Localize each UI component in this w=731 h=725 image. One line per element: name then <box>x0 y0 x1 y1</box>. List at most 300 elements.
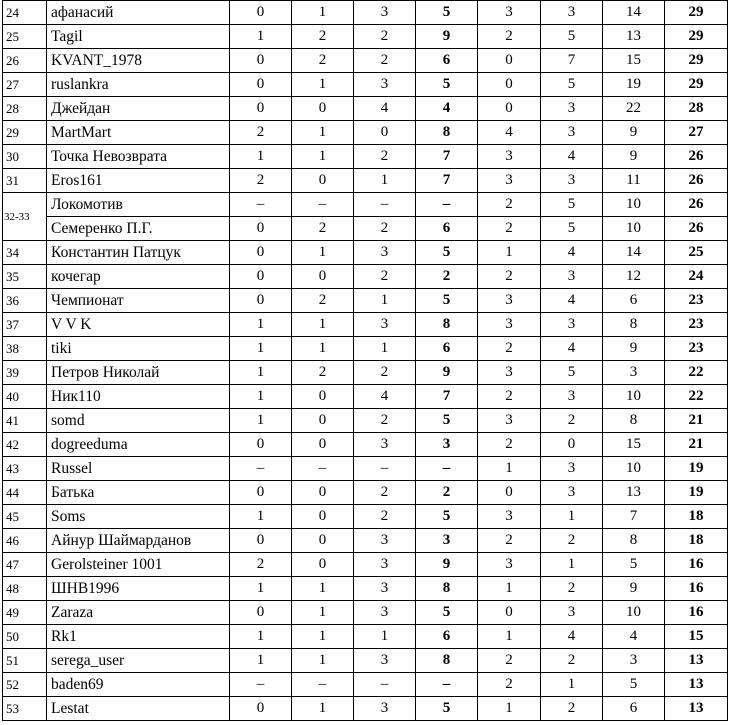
place-cell: 43 <box>3 457 47 481</box>
score-cell-7: 19 <box>603 73 665 97</box>
subtotal-cell: 6 <box>416 217 478 241</box>
score-cell-1: 2 <box>230 121 292 145</box>
table-row <box>3 529 728 553</box>
score-cell-1: 0 <box>230 433 292 457</box>
table-body <box>3 1 728 721</box>
score-cell-1: 1 <box>230 385 292 409</box>
participant-name-cell: Gerolsteiner 1001 <box>47 553 230 577</box>
score-cell-1: 1 <box>230 25 292 49</box>
score-cell-2: 1 <box>292 697 354 721</box>
score-cell-2: 0 <box>292 481 354 505</box>
total-cell: 29 <box>665 1 728 25</box>
place-cell: 50 <box>3 625 47 649</box>
subtotal-cell: 3 <box>416 529 478 553</box>
subtotal-cell: 6 <box>416 625 478 649</box>
subtotal-cell: 3 <box>416 433 478 457</box>
score-cell-7: 9 <box>603 121 665 145</box>
score-cell-2: 0 <box>292 97 354 121</box>
score-cell-5: 4 <box>478 121 541 145</box>
score-cell-6: 3 <box>541 481 603 505</box>
score-cell-2: 1 <box>292 313 354 337</box>
score-cell-7: 11 <box>603 169 665 193</box>
score-cell-3: – <box>354 673 416 697</box>
total-cell: 29 <box>665 25 728 49</box>
score-cell-6: 1 <box>541 553 603 577</box>
score-cell-1: 0 <box>230 49 292 73</box>
score-cell-1: 0 <box>230 217 292 241</box>
score-cell-5: 2 <box>478 337 541 361</box>
table-row <box>3 337 728 361</box>
score-cell-2: 1 <box>292 121 354 145</box>
score-cell-6: 3 <box>541 601 603 625</box>
score-cell-5: 2 <box>478 385 541 409</box>
score-cell-5: 3 <box>478 289 541 313</box>
participant-name-cell: Константин Патцук <box>47 241 230 265</box>
score-cell-7: 5 <box>603 673 665 697</box>
total-cell: 16 <box>665 553 728 577</box>
score-cell-5: 1 <box>478 625 541 649</box>
score-cell-7: 3 <box>603 361 665 385</box>
participant-name-cell: Lestat <box>47 697 230 721</box>
table-row <box>3 481 728 505</box>
table-row <box>3 169 728 193</box>
place-cell: 34 <box>3 241 47 265</box>
score-cell-7: 9 <box>603 577 665 601</box>
table-row <box>3 217 728 241</box>
score-cell-6: 7 <box>541 49 603 73</box>
score-cell-6: 2 <box>541 697 603 721</box>
score-cell-2: – <box>292 673 354 697</box>
participant-name-cell: serega_user <box>47 649 230 673</box>
score-cell-7: 14 <box>603 241 665 265</box>
table-row <box>3 553 728 577</box>
score-cell-6: 1 <box>541 505 603 529</box>
score-cell-6: 4 <box>541 145 603 169</box>
participant-name-cell: афанасий <box>47 1 230 25</box>
score-cell-5: 3 <box>478 313 541 337</box>
score-cell-7: 5 <box>603 553 665 577</box>
score-cell-6: 2 <box>541 649 603 673</box>
score-cell-3: 2 <box>354 481 416 505</box>
subtotal-cell: 8 <box>416 313 478 337</box>
score-cell-6: 3 <box>541 169 603 193</box>
total-cell: 19 <box>665 481 728 505</box>
score-cell-3: 3 <box>354 697 416 721</box>
participant-name-cell: Айнур Шаймарданов <box>47 529 230 553</box>
table-row <box>3 97 728 121</box>
score-cell-1: 2 <box>230 553 292 577</box>
subtotal-cell: 5 <box>416 505 478 529</box>
score-cell-3: 3 <box>354 313 416 337</box>
subtotal-cell: 5 <box>416 601 478 625</box>
participant-name-cell: Russel <box>47 457 230 481</box>
participant-name-cell: somd <box>47 409 230 433</box>
subtotal-cell: – <box>416 193 478 217</box>
total-cell: 13 <box>665 649 728 673</box>
place-cell: 29 <box>3 121 47 145</box>
place-cell: 41 <box>3 409 47 433</box>
subtotal-cell: 8 <box>416 121 478 145</box>
score-cell-5: 2 <box>478 673 541 697</box>
score-cell-3: 3 <box>354 649 416 673</box>
score-cell-1: 0 <box>230 289 292 313</box>
score-cell-3: 1 <box>354 169 416 193</box>
score-cell-6: 5 <box>541 193 603 217</box>
score-cell-6: 4 <box>541 241 603 265</box>
subtotal-cell: 8 <box>416 577 478 601</box>
place-cell: 52 <box>3 673 47 697</box>
participant-name-cell: Джейдан <box>47 97 230 121</box>
total-cell: 16 <box>665 577 728 601</box>
subtotal-cell: 5 <box>416 409 478 433</box>
score-cell-6: 1 <box>541 673 603 697</box>
participant-name-cell: Точка Невозврата <box>47 145 230 169</box>
score-cell-3: 2 <box>354 145 416 169</box>
score-cell-6: 5 <box>541 361 603 385</box>
subtotal-cell: 4 <box>416 97 478 121</box>
score-cell-6: 0 <box>541 433 603 457</box>
score-cell-2: 1 <box>292 649 354 673</box>
score-cell-3: 3 <box>354 529 416 553</box>
score-cell-1: – <box>230 673 292 697</box>
total-cell: 29 <box>665 49 728 73</box>
score-cell-5: 2 <box>478 433 541 457</box>
participant-name-cell: Локомотив <box>47 193 230 217</box>
place-cell: 42 <box>3 433 47 457</box>
place-cell: 24 <box>3 1 47 25</box>
score-cell-7: 13 <box>603 481 665 505</box>
score-cell-7: 14 <box>603 1 665 25</box>
total-cell: 22 <box>665 385 728 409</box>
table-row <box>3 265 728 289</box>
score-cell-2: 1 <box>292 241 354 265</box>
place-cell: 30 <box>3 145 47 169</box>
subtotal-cell: 2 <box>416 265 478 289</box>
score-cell-5: 2 <box>478 217 541 241</box>
place-cell: 53 <box>3 697 47 721</box>
score-cell-5: 1 <box>478 457 541 481</box>
place-cell: 37 <box>3 313 47 337</box>
score-cell-2: 2 <box>292 217 354 241</box>
participant-name-cell: Tagil <box>47 25 230 49</box>
score-cell-5: 2 <box>478 193 541 217</box>
table-row <box>3 457 728 481</box>
score-cell-7: 15 <box>603 433 665 457</box>
score-cell-1: 1 <box>230 361 292 385</box>
score-cell-7: 8 <box>603 409 665 433</box>
score-cell-3: 0 <box>354 121 416 145</box>
score-cell-7: 10 <box>603 457 665 481</box>
table-row <box>3 1 728 25</box>
score-cell-3: 4 <box>354 97 416 121</box>
score-cell-5: 1 <box>478 697 541 721</box>
score-cell-1: 2 <box>230 169 292 193</box>
score-cell-2: 2 <box>292 361 354 385</box>
table-row <box>3 625 728 649</box>
score-cell-3: 3 <box>354 241 416 265</box>
table-row <box>3 121 728 145</box>
subtotal-cell: 7 <box>416 145 478 169</box>
table-row <box>3 25 728 49</box>
score-cell-5: 3 <box>478 1 541 25</box>
total-cell: 13 <box>665 697 728 721</box>
score-cell-6: 3 <box>541 1 603 25</box>
score-cell-2: 1 <box>292 601 354 625</box>
place-cell: 49 <box>3 601 47 625</box>
score-cell-1: 1 <box>230 145 292 169</box>
score-cell-5: 2 <box>478 649 541 673</box>
total-cell: 26 <box>665 193 728 217</box>
participant-name-cell: Soms <box>47 505 230 529</box>
place-cell: 36 <box>3 289 47 313</box>
score-cell-6: 2 <box>541 529 603 553</box>
score-cell-1: 1 <box>230 313 292 337</box>
place-cell: 27 <box>3 73 47 97</box>
table-row <box>3 313 728 337</box>
place-cell: 35 <box>3 265 47 289</box>
place-cell: 28 <box>3 97 47 121</box>
score-cell-5: 2 <box>478 265 541 289</box>
score-cell-2: 2 <box>292 25 354 49</box>
place-cell: 46 <box>3 529 47 553</box>
participant-name-cell: ruslankra <box>47 73 230 97</box>
score-cell-7: 10 <box>603 385 665 409</box>
score-cell-5: 3 <box>478 553 541 577</box>
score-cell-2: – <box>292 193 354 217</box>
score-cell-1: 1 <box>230 505 292 529</box>
subtotal-cell: 5 <box>416 1 478 25</box>
table-row <box>3 73 728 97</box>
table-row <box>3 289 728 313</box>
score-cell-6: 2 <box>541 409 603 433</box>
score-cell-7: 3 <box>603 649 665 673</box>
subtotal-cell: – <box>416 673 478 697</box>
score-cell-3: 1 <box>354 289 416 313</box>
place-cell: 45 <box>3 505 47 529</box>
score-cell-1: 0 <box>230 241 292 265</box>
total-cell: 22 <box>665 361 728 385</box>
place-cell: 31 <box>3 169 47 193</box>
participant-name-cell: Zaraza <box>47 601 230 625</box>
total-cell: 29 <box>665 73 728 97</box>
table-row <box>3 409 728 433</box>
participant-name-cell: baden69 <box>47 673 230 697</box>
table-row <box>3 193 728 217</box>
score-cell-3: 2 <box>354 265 416 289</box>
score-cell-1: – <box>230 457 292 481</box>
score-cell-1: 0 <box>230 97 292 121</box>
total-cell: 26 <box>665 145 728 169</box>
total-cell: 15 <box>665 625 728 649</box>
score-cell-2: 0 <box>292 529 354 553</box>
score-cell-2: 0 <box>292 553 354 577</box>
score-cell-2: 1 <box>292 1 354 25</box>
score-cell-5: 0 <box>478 97 541 121</box>
score-cell-1: 0 <box>230 601 292 625</box>
total-cell: 24 <box>665 265 728 289</box>
participant-name-cell: Петров Николай <box>47 361 230 385</box>
score-cell-5: 3 <box>478 169 541 193</box>
subtotal-cell: 2 <box>416 481 478 505</box>
score-cell-3: 2 <box>354 217 416 241</box>
score-cell-5: 3 <box>478 409 541 433</box>
subtotal-cell: 9 <box>416 553 478 577</box>
subtotal-cell: 8 <box>416 649 478 673</box>
score-cell-6: 5 <box>541 25 603 49</box>
score-cell-2: 2 <box>292 49 354 73</box>
score-cell-7: 15 <box>603 49 665 73</box>
score-cell-7: 8 <box>603 529 665 553</box>
total-cell: 26 <box>665 217 728 241</box>
score-cell-1: 1 <box>230 625 292 649</box>
participant-name-cell: Чемпионат <box>47 289 230 313</box>
place-cell: 25 <box>3 25 47 49</box>
score-cell-6: 5 <box>541 73 603 97</box>
standings-table <box>2 0 728 721</box>
participant-name-cell: Ник110 <box>47 385 230 409</box>
score-cell-7: 10 <box>603 217 665 241</box>
score-cell-2: 0 <box>292 505 354 529</box>
table-row <box>3 505 728 529</box>
score-cell-2: 0 <box>292 169 354 193</box>
score-cell-5: 1 <box>478 241 541 265</box>
score-cell-6: 3 <box>541 121 603 145</box>
total-cell: 28 <box>665 97 728 121</box>
score-cell-6: 3 <box>541 313 603 337</box>
score-cell-5: 2 <box>478 25 541 49</box>
place-cell: 44 <box>3 481 47 505</box>
subtotal-cell: 9 <box>416 25 478 49</box>
score-cell-6: 3 <box>541 457 603 481</box>
score-cell-2: 0 <box>292 265 354 289</box>
score-cell-6: 3 <box>541 265 603 289</box>
score-cell-1: – <box>230 193 292 217</box>
table-row <box>3 433 728 457</box>
score-cell-3: – <box>354 193 416 217</box>
score-cell-2: 2 <box>292 289 354 313</box>
total-cell: 25 <box>665 241 728 265</box>
score-cell-7: 13 <box>603 25 665 49</box>
score-cell-5: 0 <box>478 73 541 97</box>
total-cell: 13 <box>665 673 728 697</box>
score-cell-2: 1 <box>292 73 354 97</box>
place-cell: 26 <box>3 49 47 73</box>
total-cell: 21 <box>665 433 728 457</box>
score-cell-7: 6 <box>603 697 665 721</box>
subtotal-cell: 5 <box>416 241 478 265</box>
table-row <box>3 385 728 409</box>
participant-name-cell: MartMart <box>47 121 230 145</box>
score-cell-3: 3 <box>354 433 416 457</box>
place-cell: 48 <box>3 577 47 601</box>
score-cell-3: 4 <box>354 385 416 409</box>
score-cell-3: 2 <box>354 409 416 433</box>
score-cell-5: 0 <box>478 601 541 625</box>
place-cell: 40 <box>3 385 47 409</box>
score-cell-5: 3 <box>478 361 541 385</box>
score-cell-7: 12 <box>603 265 665 289</box>
total-cell: 18 <box>665 529 728 553</box>
table-row <box>3 601 728 625</box>
score-cell-5: 1 <box>478 577 541 601</box>
score-cell-6: 3 <box>541 97 603 121</box>
participant-name-cell: dogreeduma <box>47 433 230 457</box>
score-cell-7: 7 <box>603 505 665 529</box>
score-cell-3: 3 <box>354 553 416 577</box>
score-cell-2: 0 <box>292 409 354 433</box>
score-cell-1: 0 <box>230 529 292 553</box>
total-cell: 23 <box>665 337 728 361</box>
score-cell-3: 3 <box>354 1 416 25</box>
score-cell-1: 1 <box>230 337 292 361</box>
table-row <box>3 577 728 601</box>
score-cell-2: 0 <box>292 433 354 457</box>
score-cell-7: 8 <box>603 313 665 337</box>
score-cell-3: 3 <box>354 73 416 97</box>
score-cell-5: 3 <box>478 145 541 169</box>
place-cell: 38 <box>3 337 47 361</box>
subtotal-cell: – <box>416 457 478 481</box>
participant-name-cell: Семеренко П.Г. <box>47 217 230 241</box>
score-cell-1: 1 <box>230 577 292 601</box>
table-row <box>3 49 728 73</box>
score-cell-6: 2 <box>541 577 603 601</box>
total-cell: 23 <box>665 313 728 337</box>
score-cell-7: 9 <box>603 337 665 361</box>
score-cell-1: 1 <box>230 409 292 433</box>
score-cell-7: 10 <box>603 601 665 625</box>
score-cell-5: 0 <box>478 481 541 505</box>
score-cell-3: 2 <box>354 361 416 385</box>
score-cell-7: 10 <box>603 193 665 217</box>
subtotal-cell: 6 <box>416 337 478 361</box>
score-cell-3: 2 <box>354 505 416 529</box>
subtotal-cell: 7 <box>416 169 478 193</box>
score-cell-3: 3 <box>354 601 416 625</box>
total-cell: 23 <box>665 289 728 313</box>
place-cell: 32-33 <box>3 193 47 241</box>
score-cell-2: 1 <box>292 625 354 649</box>
score-cell-3: 1 <box>354 337 416 361</box>
subtotal-cell: 5 <box>416 73 478 97</box>
total-cell: 27 <box>665 121 728 145</box>
score-cell-1: 0 <box>230 73 292 97</box>
table-row <box>3 145 728 169</box>
subtotal-cell: 5 <box>416 289 478 313</box>
table-row <box>3 697 728 721</box>
score-cell-2: 1 <box>292 145 354 169</box>
score-cell-2: 0 <box>292 385 354 409</box>
score-cell-2: – <box>292 457 354 481</box>
score-cell-7: 9 <box>603 145 665 169</box>
score-cell-5: 2 <box>478 529 541 553</box>
score-cell-3: 1 <box>354 625 416 649</box>
score-cell-3: 2 <box>354 25 416 49</box>
total-cell: 19 <box>665 457 728 481</box>
total-cell: 26 <box>665 169 728 193</box>
participant-name-cell: tiki <box>47 337 230 361</box>
participant-name-cell: Rk1 <box>47 625 230 649</box>
subtotal-cell: 9 <box>416 361 478 385</box>
participant-name-cell: Батька <box>47 481 230 505</box>
score-cell-2: 1 <box>292 337 354 361</box>
table-row <box>3 673 728 697</box>
score-cell-6: 4 <box>541 337 603 361</box>
table-row <box>3 649 728 673</box>
total-cell: 16 <box>665 601 728 625</box>
score-cell-6: 3 <box>541 385 603 409</box>
subtotal-cell: 5 <box>416 697 478 721</box>
